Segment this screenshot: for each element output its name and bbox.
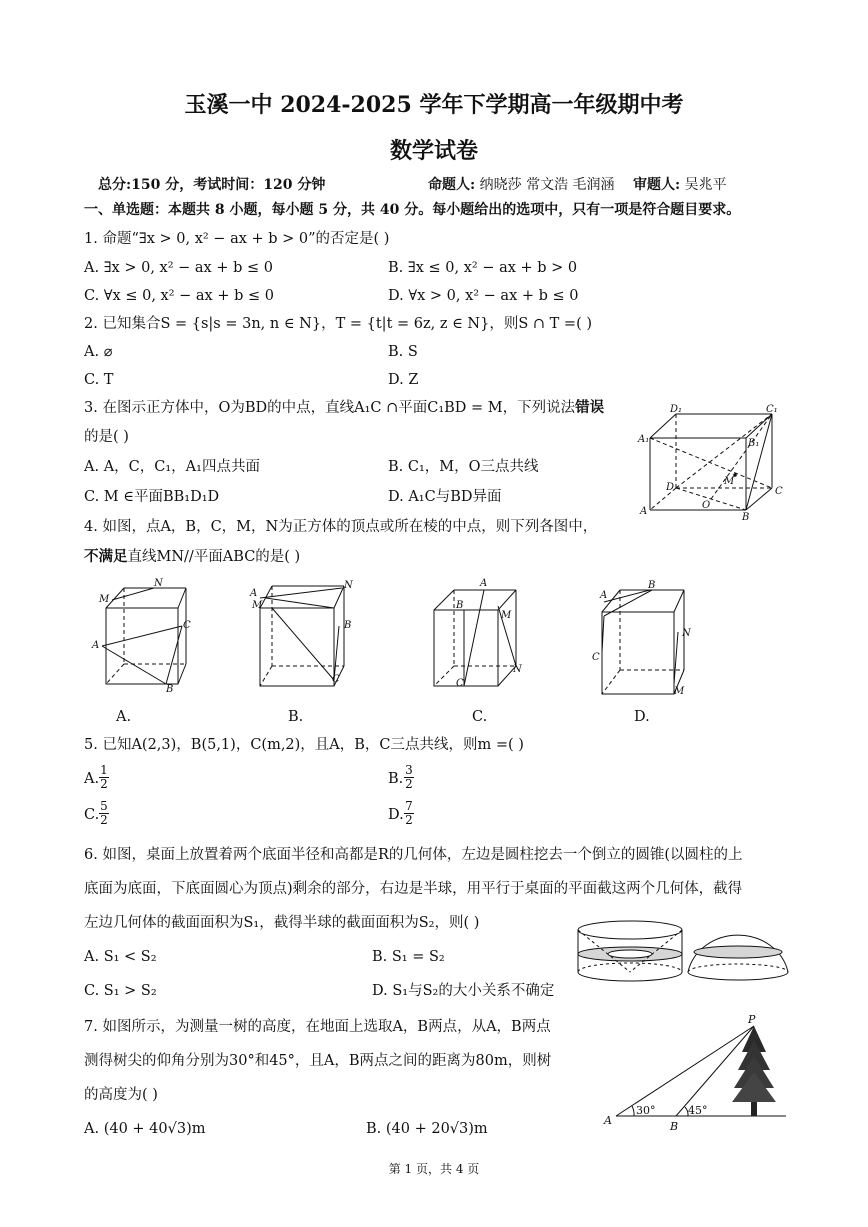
q7-angle-30: 30° [636,1104,656,1117]
q3-label-a: A [640,506,648,517]
q3-label-c: C [775,486,783,497]
q4b-label-m: M [252,600,263,611]
q5-option-c-fraction [99,800,109,827]
q7-option-a: A. (40 + 40√3)m [84,1121,206,1137]
q3-label-m: M [724,476,735,487]
q4-caption-c: C. [472,709,488,725]
q7-line-2: 测得树尖的仰角分别为30°和45°，且A，B两点之间的距离为80m，则树 [84,1053,552,1069]
q3-label-b: B [742,512,750,523]
q6-solids-figure [574,914,792,988]
q3-label-d1: D₁ [670,404,683,415]
q3-option-a: A. A，C，C₁，A₁四点共面 [84,459,260,475]
q3-stem-emphasis: 错误 [575,399,605,416]
q4-caption-b: B. [288,709,304,725]
q4a-label-a: A [92,640,100,651]
q4b-label-n: N [344,580,353,591]
q4a-label-c: C [183,620,191,631]
meta-authors [428,176,727,194]
q1-stem: 1. 命题“∃x > 0, x² − ax + b > 0”的否定是( ) [84,231,390,247]
q1-option-b: B. ∃x ≤ 0, x² − ax + b > 0 [388,260,578,276]
q1-option-d: D. ∀x > 0, x² − ax + b ≤ 0 [388,288,579,304]
q5-option-a [84,770,99,788]
q3-stem [84,399,604,417]
q2-option-a: A. ⌀ [84,344,113,360]
q5-b-den: 2 [405,777,413,791]
q4-caption-d: D. [634,709,650,725]
q4d-label-c: C [592,652,600,663]
exam-subtitle: 数学试卷 [389,138,478,164]
q4a-label-n: N [154,578,163,589]
q5-option-c-label: C. [84,807,100,823]
q5-d-num: 7 [405,799,413,813]
q5-d-den: 2 [405,813,413,827]
q5-option-c [84,806,99,824]
q5-option-b-label: B. [388,771,404,787]
q5-option-a-fraction [99,764,109,791]
tree-icon [732,1026,776,1116]
q1-option-c: C. ∀x ≤ 0, x² − ax + b ≤ 0 [84,288,274,304]
q4b-label-c: C [332,674,340,685]
meta-reviewer-label: 审题人: [632,177,681,193]
q2-stem: 2. 已知集合S = {s|s = 3n, n ∈ N}，T = {t|t = 6z, z ∈ N}，则S ∩ T =( ) [84,316,593,332]
q5-option-d-label: D. [388,807,404,823]
exam-title: 玉溪一中 2024-2025 学年下学期高一年级期中考 [184,92,684,118]
q4-figure-c [424,576,534,696]
q6-line-3: 左边几何体的截面面积为S₁，截得半球的截面面积为S₂，则( ) [84,915,480,931]
q6-line-1: 6. 如图，桌面上放置着两个底面半径和高都是R的几何体，左边是圆柱挖去一个倒立的圆锥(以圆柱的上 [84,847,743,863]
q5-c-num: 5 [100,799,108,813]
page-footer: 第 1 页，共 4 页 [388,1162,480,1176]
q5-option-d [388,806,404,824]
q7-angle-45: 45° [688,1104,708,1117]
q7-option-b: B. (40 + 20√3)m [366,1121,488,1137]
q4b-label-b: B [344,620,352,631]
q7-label-a: A [604,1114,612,1127]
q3-label-c1: C₁ [766,404,778,415]
q2-option-d: D. Z [388,372,419,388]
q6-option-b: B. S₁ = S₂ [372,949,445,965]
q4c-label-m: M [501,610,512,621]
q4-stem: 4. 如图，点A，B，C，M，N为正方体的顶点或所在棱的中点，则下列各图中， [84,519,598,535]
q6-option-d: D. S₁与S₂的大小关系不确定 [372,983,555,999]
q4-figure-b [248,576,358,696]
q4d-label-b: B [648,580,656,591]
meta-score-time: 总分:150 分，考试时间：120 分钟 [98,177,326,193]
q7-tree-figure [596,1012,794,1138]
q4c-label-a: A [480,578,488,589]
q2-option-c: C. T [84,372,114,388]
q3-cube-figure [636,402,786,524]
q4-caption-a: A. [116,709,132,725]
q3-option-c: C. M ∈平面BB₁D₁D [84,489,220,505]
q5-stem: 5. 已知A(2,3)，B(5,1)，C(m,2)，且A，B，C三点共线，则m =( ) [84,737,524,753]
q7-label-b: B [670,1120,679,1133]
q4d-label-n: N [682,628,691,639]
q2-option-b: B. S [388,344,418,360]
meta-author-names: 纳晓莎 常文浩 毛润涵 [479,177,615,193]
q4c-label-c: C [456,678,464,689]
q1-option-a: A. ∃x > 0, x² − ax + b ≤ 0 [84,260,273,276]
q3-label-d: D [666,482,675,493]
q3-stem-end: 的是( ) [84,429,129,445]
q4c-label-b: B [456,600,464,611]
q4-figure-d [590,576,700,696]
q7-label-p: P [748,1013,756,1026]
q6-line-2: 底面为底面，下底面圆心为顶点)剩余的部分，右边是半球，用平行于桌面的平面截这两个几何体，截得 [84,881,743,897]
q6-hemisphere [688,935,788,980]
q5-option-a-label: A. [84,771,100,787]
meta-reviewer-name: 吴兆平 [684,177,727,193]
q5-a-den: 2 [100,777,108,791]
q7-line-1: 7. 如图所示，为测量一树的高度，在地面上选取A，B两点，从A，B两点 [84,1019,551,1035]
q5-option-d-fraction [404,800,414,827]
q5-c-den: 2 [100,813,108,827]
q6-option-c: C. S₁ > S₂ [84,983,157,999]
q7-line-3: 的高度为( ) [84,1087,158,1103]
q4d-label-m: M [674,686,685,696]
q4-stem-text: 直线MN//平面ABC的是( ) [127,549,301,565]
q4a-label-m: M [99,594,110,605]
q6-cylinder [578,921,682,981]
q3-option-d: D. A₁C与BD异面 [388,489,502,505]
q4-stem-emphasis: 不满足 [84,548,128,565]
q5-option-b [388,770,403,788]
q5-option-b-fraction [404,764,414,791]
q4a-label-b: B [166,684,174,695]
q4b-label-a: A [250,588,258,599]
q4c-label-n: N [513,664,522,675]
q3-stem-text: 3. 在图示正方体中，O为BD的中点，直线A₁C ∩平面C₁BD = M，下列说法 [84,400,576,416]
q3-label-o: O [702,500,711,511]
meta-author-label: 命题人: [428,177,476,193]
q4-stem-2 [84,548,300,566]
q4d-label-a: A [600,590,608,601]
q4-figure-a [90,576,200,696]
q3-option-b: B. C₁，M，O三点共线 [388,459,539,475]
section-heading: 一、单选题：本题共 8 小题，每小题 5 分，共 40 分。每小题给出的选项中，只有一项是符合题目要求。 [84,202,741,218]
q3-label-a1: A₁ [638,434,650,445]
q3-label-b1: B₁ [748,438,760,449]
q5-a-num: 1 [100,763,108,777]
q6-option-a: A. S₁ < S₂ [84,949,157,965]
q5-b-num: 3 [405,763,413,777]
